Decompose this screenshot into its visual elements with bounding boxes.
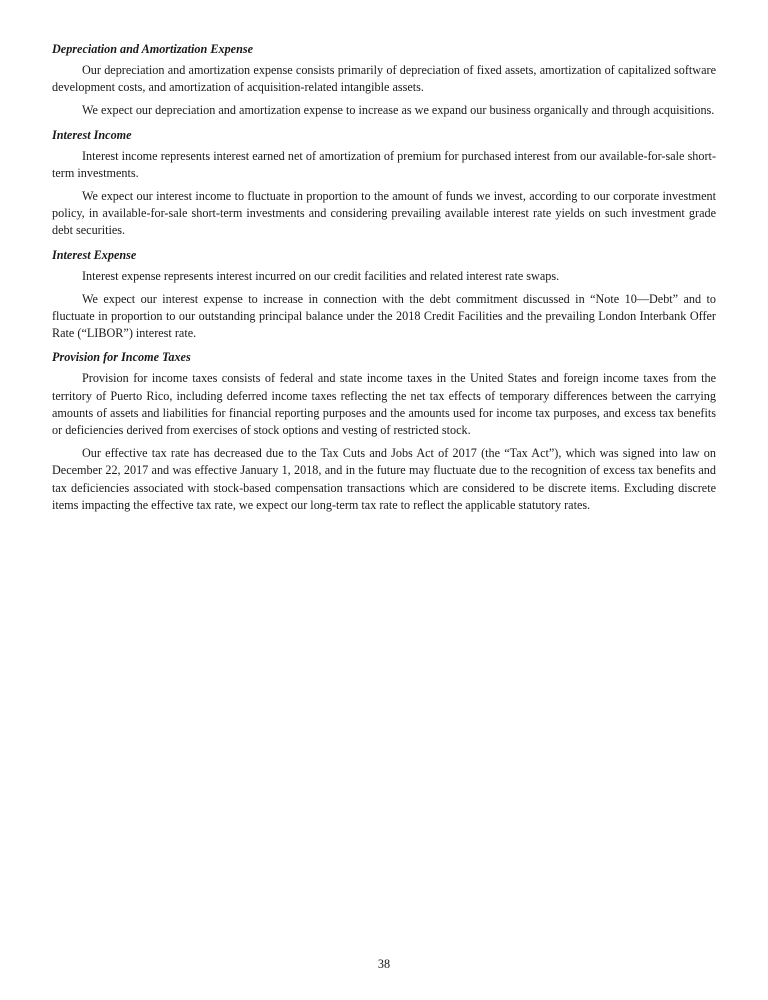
paragraph: Our effective tax rate has decreased due to the Tax Cuts and Jobs Act of 2017 (the “Tax Act”), which was signed into law on December 22, 2017 and was effective January 1, 2018, and in the future may fluctuate due to the recognition of excess tax benefits and tax deficiencies associated with stock-based compensation transactions which are considered to be discrete items. Excluding discrete items impacting the effective tax rate, we expect our long-term tax rate to reflect the applicable statutory rates. [52,446,716,512]
section-interest-income [52,126,716,240]
paragraph: Provision for income taxes consists of federal and state income taxes in the United States and foreign income taxes from the territory of Puerto Rico, including deferred income taxes reflecting the net tax effects of temporary differences between the carrying amounts of assets and liabilities for financial reporting purposes and the amounts used for income tax purposes, and excess tax benefits or deficiencies derived from exercises of stock options and vesting of restricted stock. [52,371,716,438]
section-heading: Provision for Income Taxes [52,350,191,365]
paragraph: We expect our interest expense to increase in connection with the debt commitment discussed in “Note 10—Debt” and to fluctuate in proportion to our outstanding principal balance under the 2018 Credit Facilities and the prevailing London Interbank Offer Rate (“LIBOR”) interest rate. [52,291,716,341]
paragraph: We expect our depreciation and amortization expense to increase as we expand our business organically and through acquisitions. [82,103,715,118]
paragraph: Our depreciation and amortization expense consists primarily of depreciation of fixed assets, amortization of capitalized software development costs, and amortization of acquisition-related intangible assets. [52,63,716,95]
document-body [52,40,716,520]
paragraph: Interest expense represents interest incurred on our credit facilities and related interest rate swaps. [82,268,560,283]
paragraph: Interest income represents interest earned net of amortization of premium for purchased interest from our available-for-sale short-term investments. [52,148,716,180]
paragraph: We expect our interest income to fluctuate in proportion to the amount of funds we invest, according to our corporate investment policy, in available-for-sale short-term investments and considering prevailing available interest rate yields on such investment grade debt securities. [52,189,716,238]
section-heading: Depreciation and Amortization Expense [52,42,253,56]
section-depreciation-amortization [52,40,716,120]
page-number: 38 [377,957,391,971]
section-interest-expense [52,246,716,343]
section-heading: Interest Expense [52,247,137,262]
section-heading: Interest Income [52,127,132,142]
section-income-taxes [52,348,716,514]
